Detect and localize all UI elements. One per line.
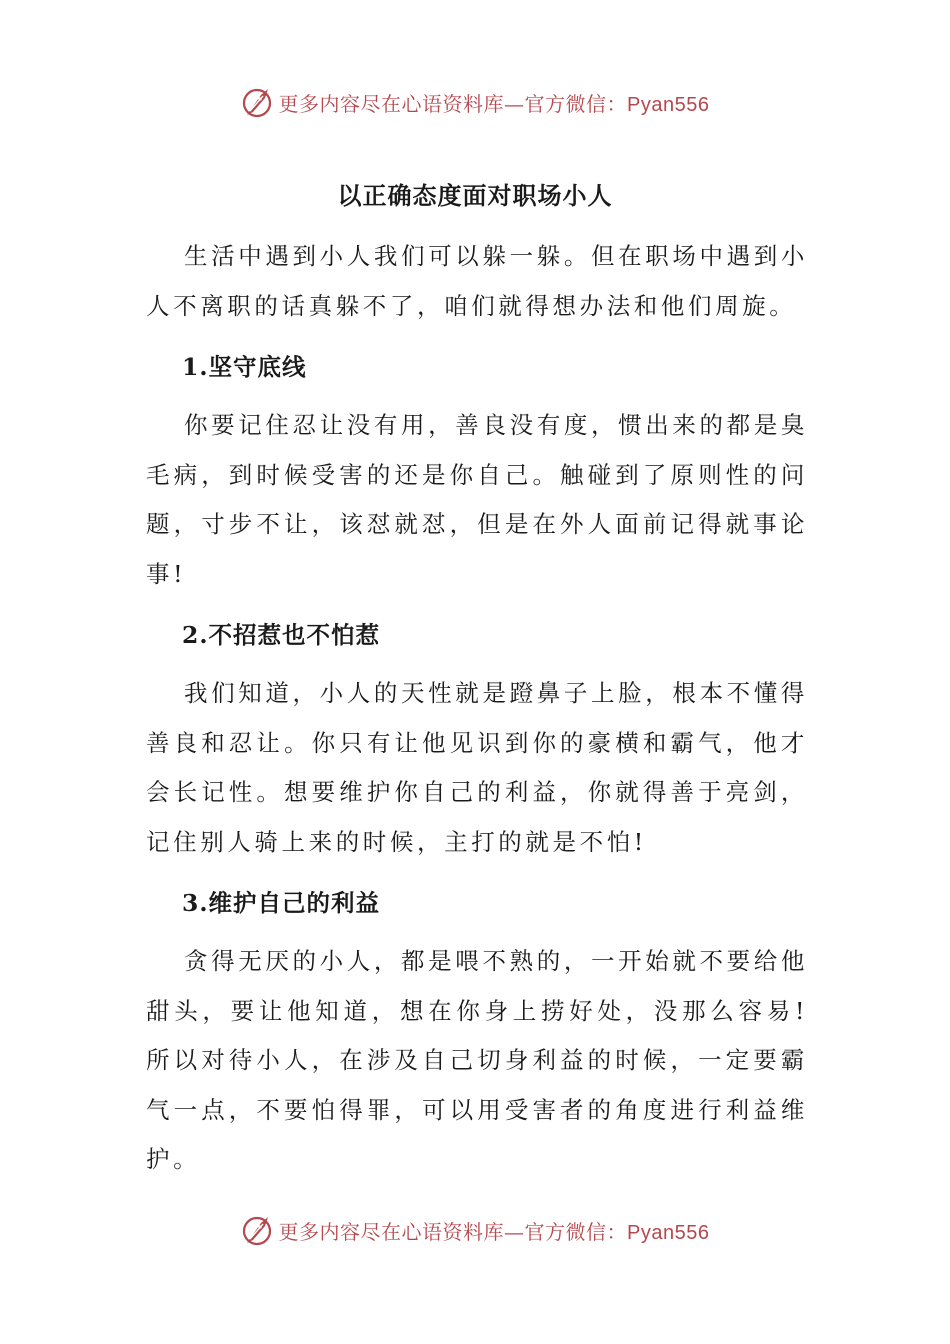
wechat-id: Pyan556 xyxy=(627,1221,710,1244)
section-heading-1: 1.坚守底线 xyxy=(182,353,307,381)
footer-banner xyxy=(0,1210,950,1250)
wechat-id: Pyan556 xyxy=(627,93,710,116)
article-body xyxy=(146,232,808,1185)
pen-nib-logo-icon xyxy=(241,85,275,119)
intro-paragraph: 生活中遇到小人我们可以躲一躲。但在职场中遇到小人不离职的话真躲不了，咱们就得想办法和他们周旋。 xyxy=(146,242,808,320)
section-body-1: 你要记住忍让没有用，善良没有度，惯出来的都是臭毛病，到时候受害的还是你自己。触碰到了原则性的问题，寸步不让，该怼就怼，但是在外人面前记得就事论事! xyxy=(146,411,808,588)
header-banner xyxy=(0,82,950,122)
section-heading-2: 2.不招惹也不怕惹 xyxy=(182,621,381,649)
banner-text: 更多内容尽在心语资料库—官方微信：Pyan556 xyxy=(278,1219,710,1244)
section-body-3: 贪得无厌的小人，都是喂不熟的，一开始就不要给他甜头，要让他知道，想在你身上捞好处，没那么容易!所以对待小人，在涉及自己切身利益的时候，一定要霸气一点，不要怕得罪，可以用受害者的角度进行利益维护。 xyxy=(146,947,808,1173)
pen-nib-logo-icon xyxy=(241,1213,275,1247)
section-heading-3: 3.维护自己的利益 xyxy=(182,889,381,917)
page-title: 以正确态度面对职场小人 xyxy=(337,181,613,210)
banner-text: 更多内容尽在心语资料库—官方微信：Pyan556 xyxy=(278,91,710,116)
section-body-2: 我们知道，小人的天性就是蹬鼻子上脸，根本不懂得善良和忍让。你只有让他见识到你的豪横和霸气，他才会长记性。想要维护你自己的利益，你就得善于亮剑，记住别人骑上来的时候，主打的就是不怕! xyxy=(146,679,808,856)
